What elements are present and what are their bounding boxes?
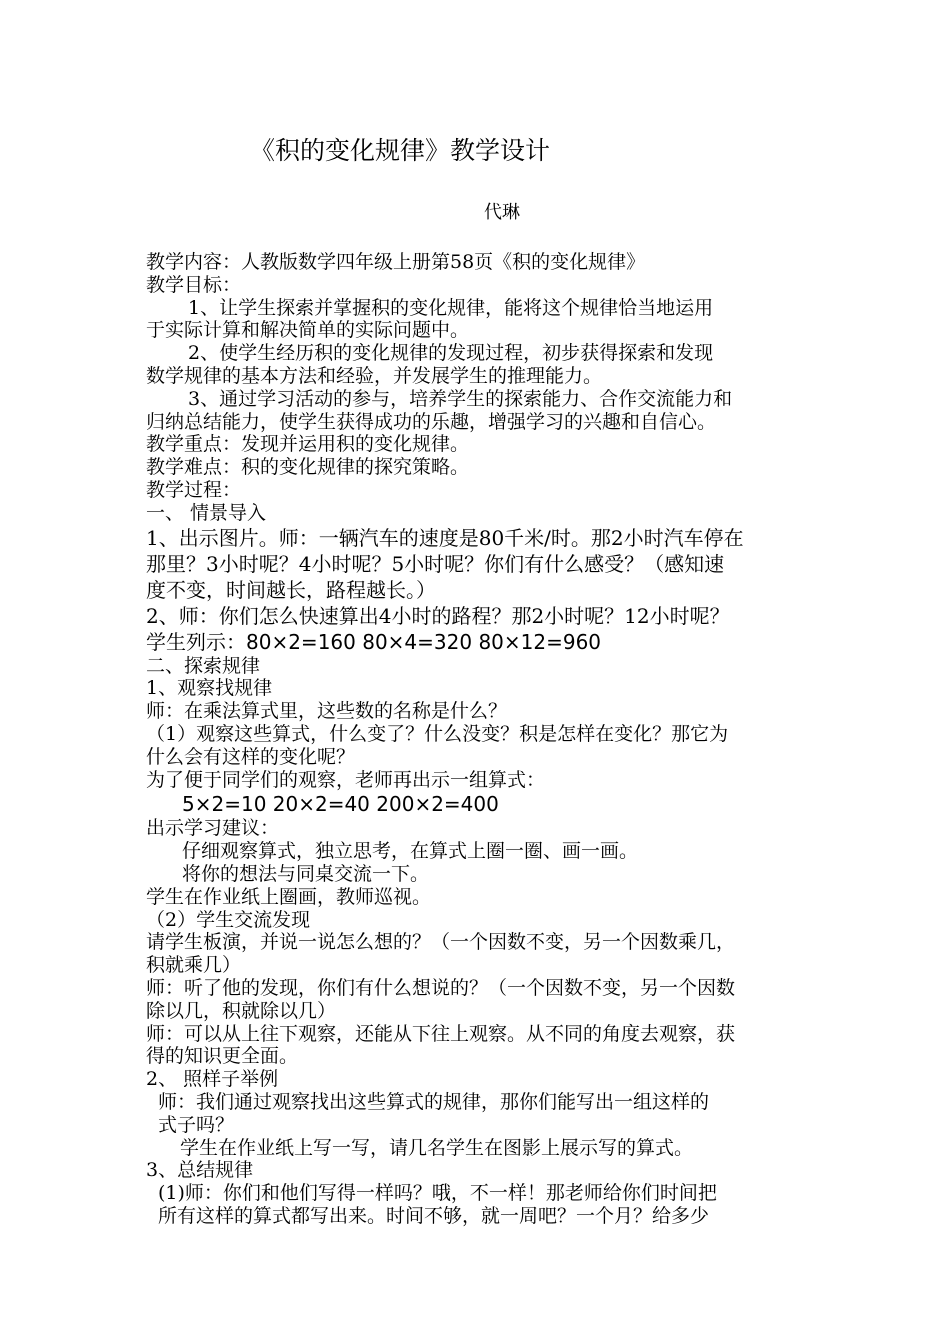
body-line: 二、探索规律 (146, 654, 261, 677)
body-line: 那里？3小时呢？4小时呢？5小时呢？你们有什么感受？（感知速 (146, 551, 725, 576)
body-line: 3、通过学习活动的参与，培养学生的探索能力、合作交流能力和 (188, 387, 733, 410)
body-line: 为了便于同学们的观察，老师再出示一组算式： (146, 768, 546, 791)
body-line: 出示学习建议： (146, 817, 280, 840)
document-author: 代琳 (484, 202, 520, 223)
body-line: 数学规律的基本方法和经验，并发展学生的推理能力。 (146, 364, 603, 387)
body-line: 归纳总结能力，使学生获得成功的乐趣，增强学习的兴趣和自信心。 (146, 410, 717, 433)
body-line: 积就乘几） (146, 954, 242, 977)
body-line: 教学过程： (146, 478, 242, 501)
body-line: 教学目标： (146, 273, 242, 296)
body-line: 师：可以从上往下观察，还能从下往上观察。从不同的角度去观察，获 (146, 1022, 736, 1045)
body-line: 1、出示图片。师：一辆汽车的速度是80千米/时。那2小时汽车停在 (146, 525, 744, 550)
body-line: 师：在乘法算式里，这些数的名称是什么？ (146, 700, 508, 723)
body-line: 请学生板演，并说一说怎么想的？（一个因数不变，另一个因数乘几， (146, 931, 736, 954)
body-line: 学生在作业纸上写一写，请几名学生在图影上展示写的算式。 (180, 1136, 694, 1159)
body-line: 一、 情景导入 (146, 501, 267, 524)
body-line: (1)师：你们和他们写得一样吗？哦，不一样！那老师给你们时间把 (158, 1182, 717, 1205)
body-line: （2）学生交流发现 (146, 908, 311, 931)
body-line: 2、使学生经历积的变化规律的发现过程，初步获得探索和发现 (188, 342, 714, 365)
body-line: 5×2=10 20×2=40 200×2=400 (182, 792, 499, 817)
body-line: 什么会有这样的变化呢？ (146, 745, 356, 768)
body-line: 仔细观察算式，独立思考，在算式上圈一圈、画一画。 (182, 840, 639, 863)
body-line: 2、 照样子举例 (146, 1068, 279, 1091)
body-line: 除以几，积就除以几） (146, 999, 337, 1022)
body-line: 教学内容：人教版数学四年级上册第58页《积的变化规律》 (146, 251, 646, 273)
body-line: 所有这样的算式都写出来。时间不够，就一周吧？一个月？给多少 (158, 1204, 710, 1227)
body-line: 3、总结规律 (146, 1159, 254, 1182)
body-line: 于实际计算和解决简单的实际问题中。 (146, 319, 470, 342)
body-line: 教学重点：发现并运用积的变化规律。 (146, 433, 470, 456)
body-line: 师：我们通过观察找出这些算式的规律，那你们能写出一组这样的 (158, 1090, 710, 1113)
document-title: 《积的变化规律》教学设计 (250, 136, 551, 165)
body-line: 1、观察找规律 (146, 677, 273, 700)
body-line: 学生列示：80×2=160 80×4=320 80×12=960 (146, 629, 602, 654)
body-line: 将你的想法与同桌交流一下。 (182, 862, 430, 885)
body-line: 1、让学生探索并掌握积的变化规律，能将这个规律恰当地运用 (188, 296, 714, 319)
body-line: 学生在作业纸上圈画，教师巡视。 (146, 885, 432, 908)
body-line: 教学难点：积的变化规律的探究策略。 (146, 456, 470, 479)
body-line: 式子吗？ (158, 1113, 235, 1136)
body-line: 得的知识更全面。 (146, 1045, 299, 1068)
body-line: 2、师：你们怎么快速算出4小时的路程？那2小时呢？12小时呢？ (146, 603, 730, 628)
document-body (146, 251, 814, 1228)
body-line: （1）观察这些算式，什么变了？什么没变？积是怎样在变化？那它为 (146, 722, 729, 745)
body-line: 师：听了他的发现，你们有什么想说的？（一个因数不变，另一个因数 (146, 976, 736, 999)
body-line: 度不变，时间越长，路程越长。） (146, 577, 436, 602)
